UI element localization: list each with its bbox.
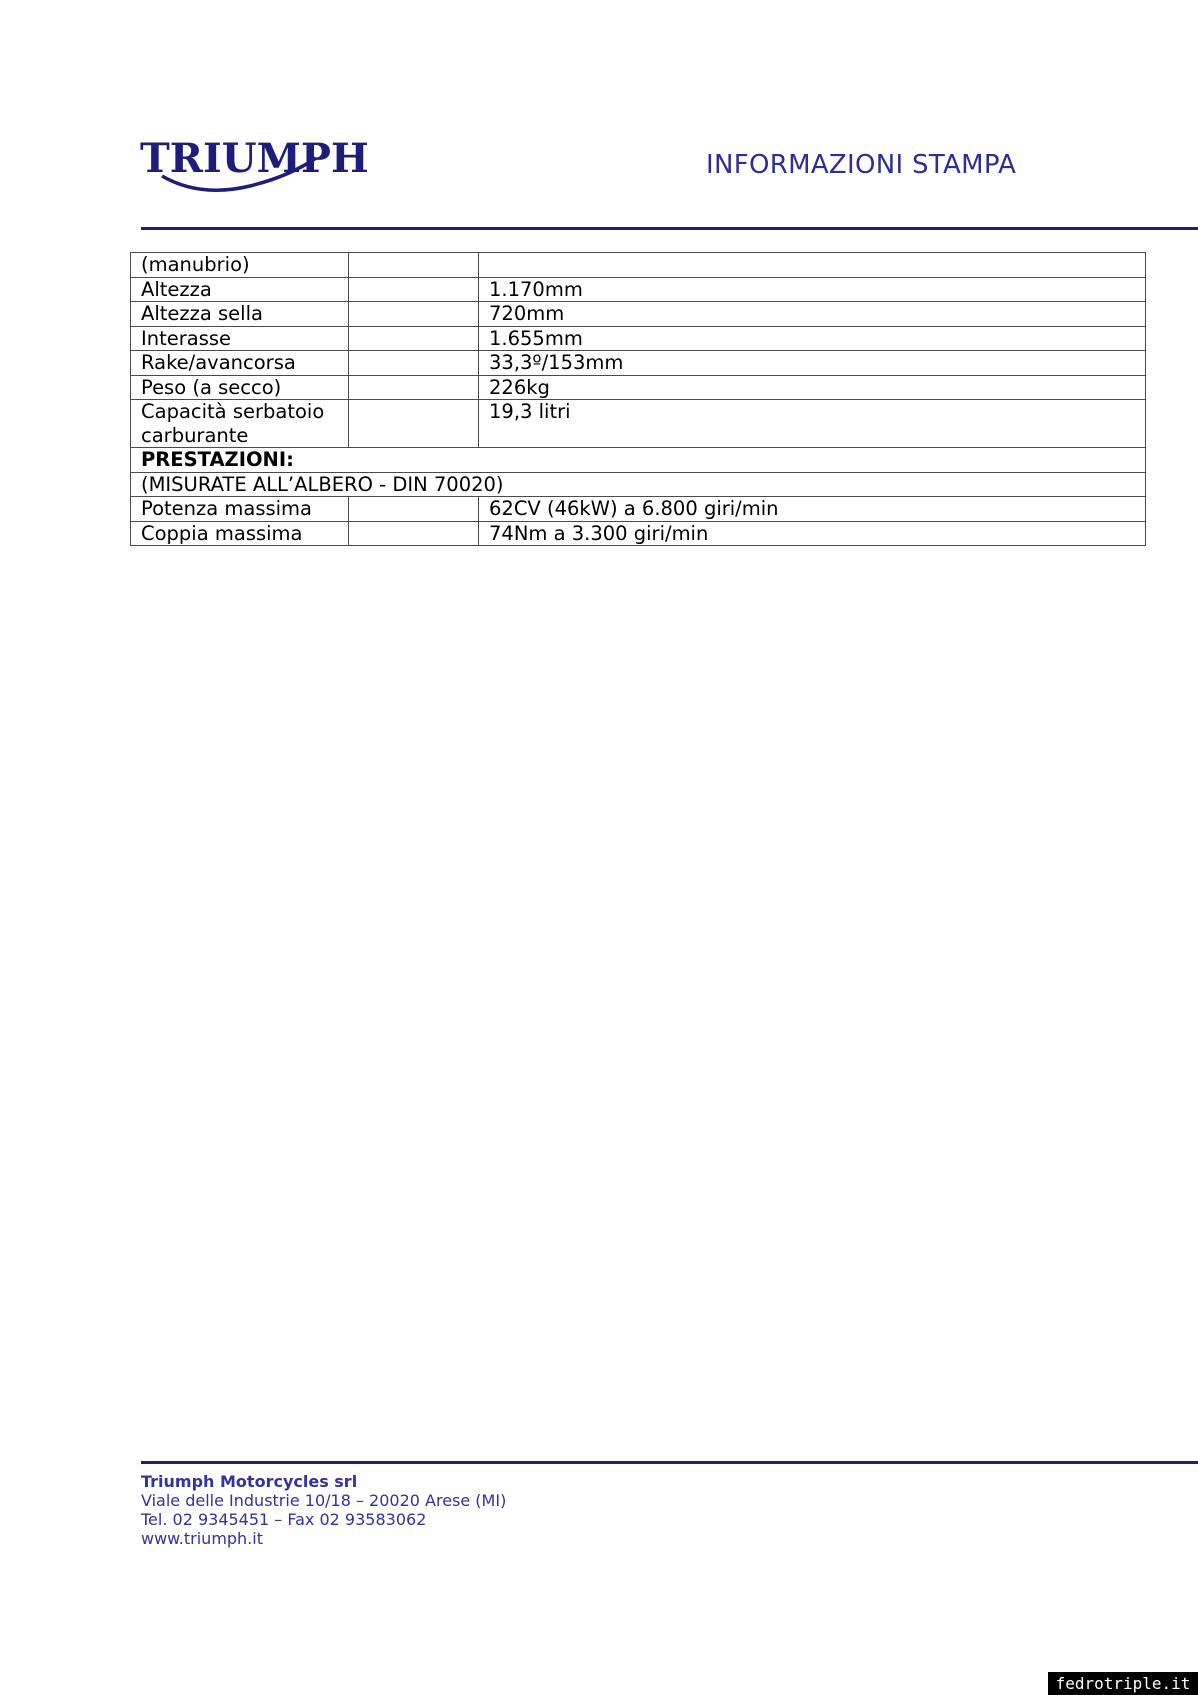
spec-empty-cell — [349, 400, 479, 448]
footer-address: Viale delle Industrie 10/18 – 20020 Arese (MI) — [141, 1491, 507, 1510]
table-row — [131, 326, 1146, 351]
spec-value: 62CV (46kW) a 6.800 giri/min — [479, 497, 1146, 522]
spec-label: Interasse — [131, 326, 349, 351]
footer-website-link[interactable]: www.triumph.it — [141, 1529, 263, 1548]
spec-label: Altezza sella — [131, 302, 349, 327]
table-row — [131, 351, 1146, 376]
section-header-row — [131, 448, 1146, 473]
section-note-row — [131, 472, 1146, 497]
spec-label: Altezza — [131, 277, 349, 302]
spec-empty-cell — [349, 521, 479, 546]
watermark-label: fedrotriple.it — [1048, 1672, 1198, 1695]
footer-contact — [141, 1472, 506, 1548]
spec-value: 1.655mm — [479, 326, 1146, 351]
spec-label: Rake/avancorsa — [131, 351, 349, 376]
spec-value — [479, 253, 1146, 278]
header-divider — [141, 227, 1198, 230]
table-row — [131, 253, 1146, 278]
spec-empty-cell — [349, 351, 479, 376]
specifications-table — [130, 252, 1146, 546]
spec-value: 74Nm a 3.300 giri/min — [479, 521, 1146, 546]
spec-empty-cell — [349, 326, 479, 351]
spec-value: 226kg — [479, 375, 1146, 400]
spec-label: Capacità serbatoio carburante — [131, 400, 349, 448]
spec-label: (manubrio) — [131, 253, 349, 278]
spec-empty-cell — [349, 375, 479, 400]
table-row — [131, 400, 1146, 448]
logo-wordmark: TRIUMPH — [140, 135, 369, 182]
spec-empty-cell — [349, 302, 479, 327]
spec-empty-cell — [349, 253, 479, 278]
table-row — [131, 375, 1146, 400]
spec-value: 19,3 litri — [479, 400, 1146, 448]
footer-company-name: Triumph Motorcycles srl — [141, 1472, 358, 1491]
spec-label: Coppia massima — [131, 521, 349, 546]
table-row — [131, 497, 1146, 522]
page-header-title: INFORMAZIONI STAMPA — [706, 150, 1017, 180]
footer-phone: Tel. 02 9345451 – Fax 02 93583062 — [141, 1510, 427, 1529]
section-note: (MISURATE ALL’ALBERO - DIN 70020) — [131, 472, 1146, 497]
table-row — [131, 302, 1146, 327]
spec-value: 33,3º/153mm — [479, 351, 1146, 376]
spec-label: Potenza massima — [131, 497, 349, 522]
triumph-logo — [140, 135, 369, 196]
spec-empty-cell — [349, 277, 479, 302]
spec-value: 720mm — [479, 302, 1146, 327]
spec-value: 1.170mm — [479, 277, 1146, 302]
spec-label: Peso (a secco) — [131, 375, 349, 400]
spec-empty-cell — [349, 497, 479, 522]
table-row — [131, 277, 1146, 302]
logo-swoosh-icon — [140, 136, 332, 196]
section-title: PRESTAZIONI: — [131, 448, 1146, 473]
table-row — [131, 521, 1146, 546]
footer-divider — [141, 1461, 1198, 1464]
